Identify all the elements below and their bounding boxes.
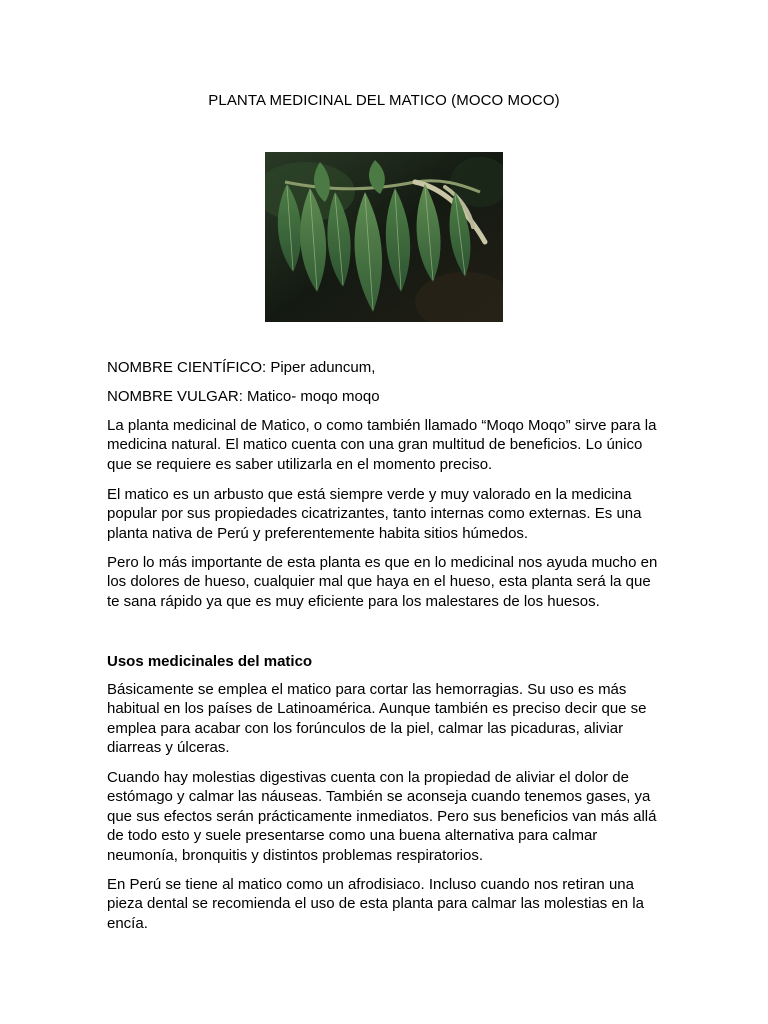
- scientific-name: NOMBRE CIENTÍFICO: Piper aduncum,: [107, 359, 376, 376]
- uses-paragraph-1: Básicamente se emplea el matico para cortar las hemorragias. Su uso es más habitual en los países de Latinoamérica. Aunque también es preciso decir que se emplea para acabar con los forúnculos de la piel, calmar las picaduras, aliviar diarreas y úlceras.: [107, 681, 647, 757]
- bones-paragraph: Pero lo más importante de esta planta es que en lo medicinal nos ayuda mucho en los dolores de hueso, cualquier mal que haya en el hueso, esta planta será la que te sana rápido ya que es muy eficiente para los malestares de los huesos.: [107, 554, 658, 610]
- uses-paragraph-2: Cuando hay molestias digestivas cuenta con la propiedad de aliviar el dolor de estómago y calmar las náuseas. También se aconseja cuando tenemos gases, ya que sus efectos serán prácticamente inmediatos. Pero sus beneficios van más allá de todo esto y suele presentarse como una buena alternativa para calmar neumonía, bronquitis y distintos problemas respiratorios.: [107, 769, 657, 864]
- description-paragraph: El matico es un arbusto que está siempre verde y muy valorado en la medicina popular por sus propiedades cicatrizantes, tanto internas como externas. Es una planta nativa de Perú y preferentemente habita sitios húmedos.: [107, 486, 642, 542]
- matico-plant-photo: [265, 152, 503, 322]
- common-name: NOMBRE VULGAR: Matico- moqo moqo: [107, 388, 380, 405]
- document-title: PLANTA MEDICINAL DEL MATICO (MOCO MOCO): [208, 92, 560, 109]
- intro-paragraph: La planta medicinal de Matico, o como también llamado “Moqo Moqo” sirve para la medicina natural. El matico cuenta con una gran multitud de beneficios. Lo único que se requiere es saber utilizarla en el momento preciso.: [107, 417, 657, 473]
- section-heading: Usos medicinales del matico: [107, 653, 313, 670]
- matico-plant-leaves-icon: [265, 152, 503, 322]
- uses-paragraph-3: En Perú se tiene al matico como un afrodisiaco. Incluso cuando nos retiran una pieza dental se recomienda el uso de esta planta para calmar las molestias en la encía.: [107, 876, 644, 932]
